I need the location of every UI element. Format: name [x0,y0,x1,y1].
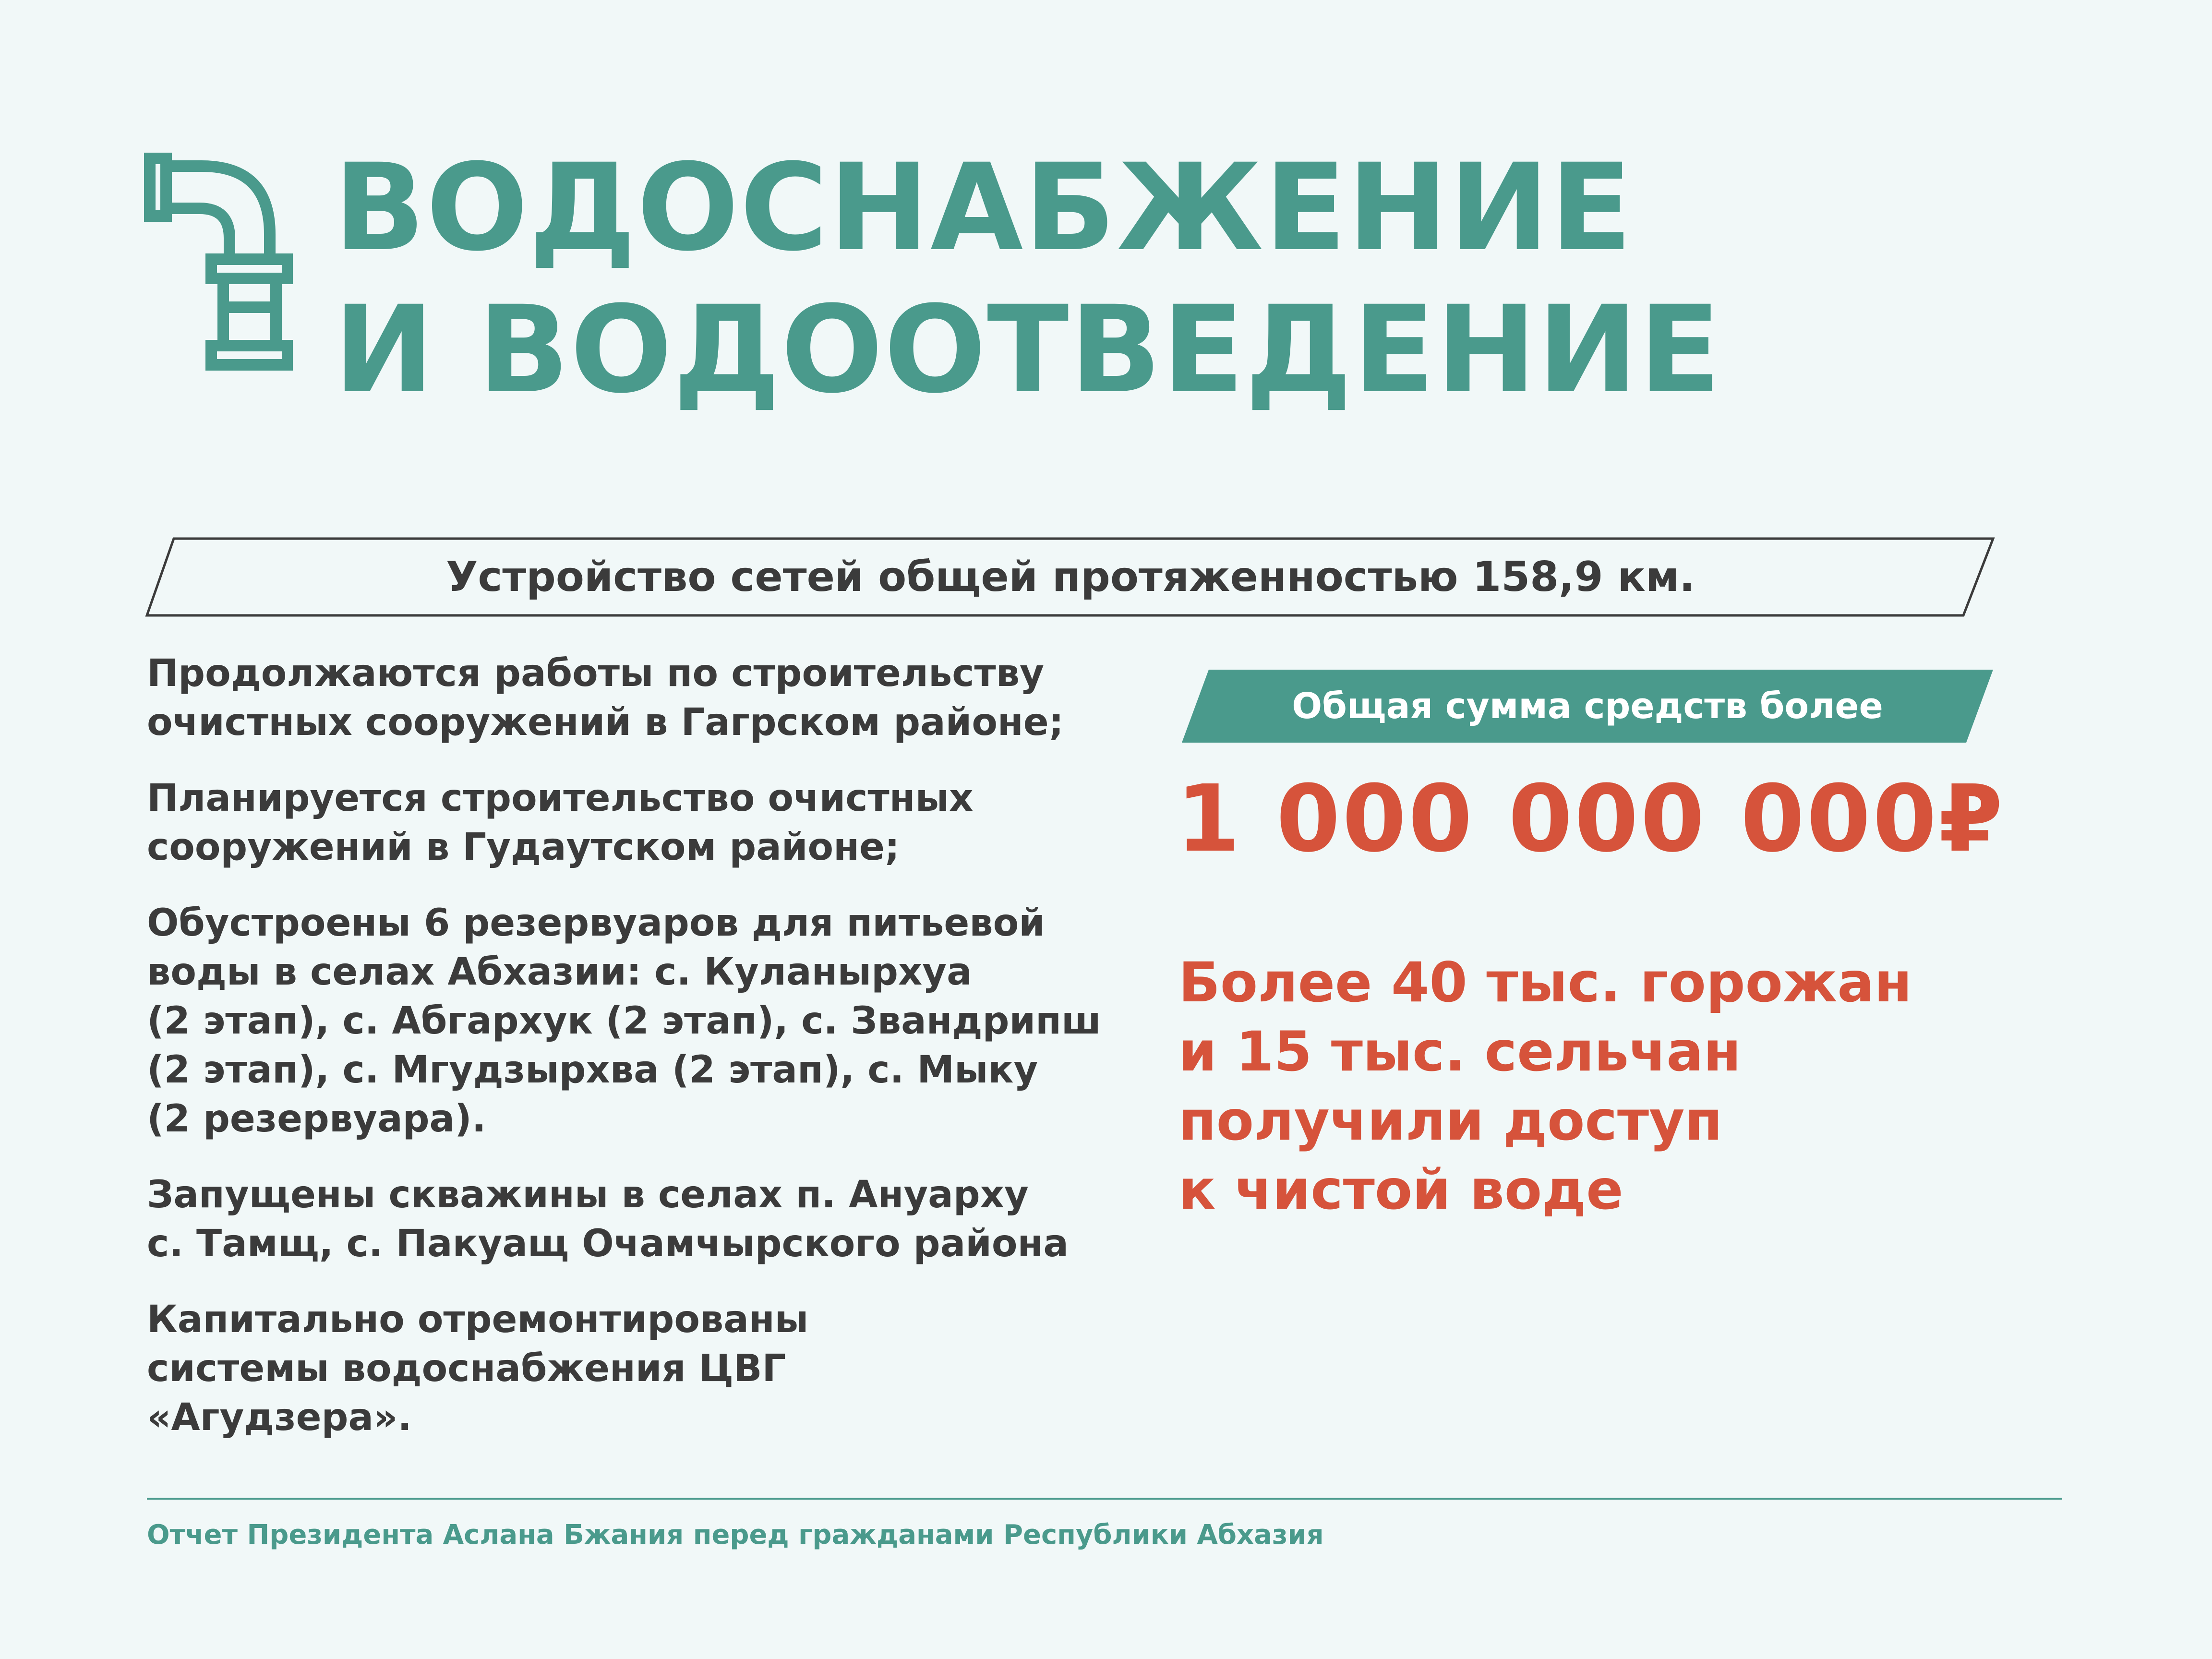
work-line: воды в селах Абхазии: с. Куланырхуа [147,950,972,994]
access-line: получили доступ [1178,1089,1723,1153]
work-line: Продолжаются работы по строительству [147,652,1044,695]
funding-label: Общая сумма средств более [1292,685,1883,727]
title-line-2: И ВОДООТВЕДЕНИЕ [334,280,1722,420]
access-statement [1178,948,1912,1225]
work-line: Запущены скважины в селах п. Ануарху [147,1173,1029,1216]
work-line: с. Тамщ, с. Пакуащ Очамчырского района [147,1222,1069,1265]
work-item-1 [147,649,1179,747]
footer-divider [147,1498,2062,1500]
work-line: Планируется строительство очистных [147,777,974,820]
footer-caption: Отчет Президента Аслана Бжания перед гражданами Республики Абхазия [147,1519,1324,1551]
pipe-icon [144,153,293,383]
work-line: Капитально отремонтированы [147,1298,809,1341]
work-line: (2 этап), с. Мгудзырхва (2 этап), с. Мыку [147,1048,1038,1092]
network-length-text: Устройство сетей общей протяженностью 158,9 км. [446,553,1695,601]
works-list [147,649,1179,1469]
title-line-1: ВОДОСНАБЖЕНИЕ [334,138,1634,277]
network-length-banner [144,537,1997,617]
access-line: и 15 тыс. сельчан [1178,1020,1742,1083]
work-line: (2 резервуара). [147,1097,486,1141]
work-line: Обустроены 6 резервуаров для питьевой [147,902,1045,945]
work-item-4 [147,1170,1179,1268]
work-line: сооружений в Гудаутском районе; [147,826,900,869]
page-title [334,137,1722,421]
work-line: «Агудзера». [147,1396,412,1439]
work-item-5 [147,1295,1179,1442]
work-line: (2 этап), с. Абгархук (2 этап), с. Звандрипш [147,999,1101,1043]
funding-label-banner [1182,670,1993,743]
access-line: к чистой воде [1178,1158,1623,1222]
access-line: Более 40 тыс. горожан [1178,950,1912,1014]
work-item-3 [147,899,1179,1143]
work-line: очистных сооружений в Гагрском районе; [147,701,1064,744]
work-item-2 [147,774,1179,872]
funding-amount: 1 000 000 000₽ [1176,766,2005,873]
work-line: системы водоснабжения ЦВГ [147,1347,786,1390]
